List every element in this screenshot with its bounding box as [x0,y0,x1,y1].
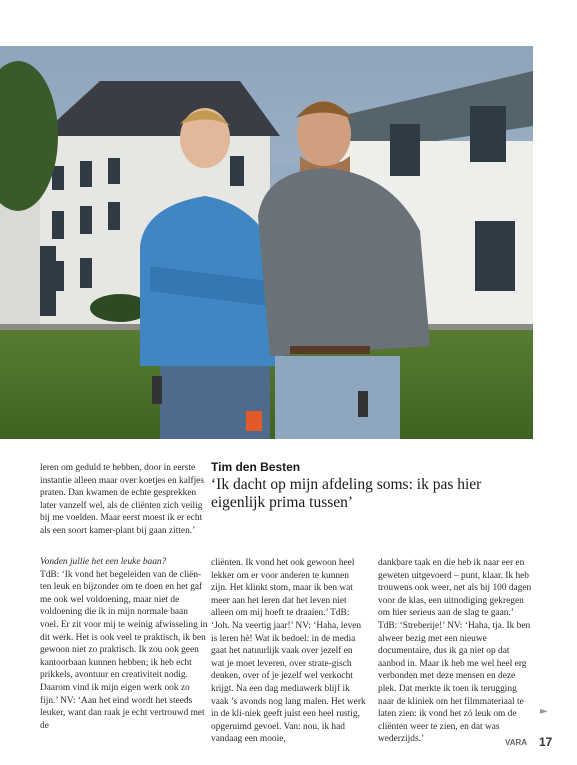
pullquote-headline: ‘Ik dacht op mijn afdeling soms: ik pas hier eigenlijk prima tussen’ [211,476,482,511]
column-1 [40,556,208,732]
interview-question: Vonden jullie het een leuke baan? [40,557,167,567]
page-number: 17 [539,735,553,749]
column-2 [211,557,366,746]
column-1-text: TdB: ‘Ik vond het begeleiden van de cliën-ten leuk en bijzonder om te doen en het gaf me ook wel voldoening, maar niet de voldoening die ik in mijn normale baan voel. Er zit voor mij te weinig afwisseling in dit werk. Het is ook veel te praktisch, ik ben gewoon niet zo praktisch. Ik zou ook geen kantoorbaan kunnen hebben; ik heb echt prikkels, avontuur en creativiteit nodig. Daarom vind ik mijn eigen werk ook zo fijn.’ NV: ‘Aan het eind wordt het steeds leuker, want dan raak je echt vertrouwd met de [40,569,208,731]
photo [0,46,533,439]
pullquote-name: Tim den Besten [211,460,301,474]
next-page-arrow-icon: ► [540,706,548,717]
intro-paragraph: leren om geduld te hebben, door in eerste instantie alleen maar over koetjes en kalfjes praten. Dan kwamen de echte gesprekken later vanzelf wel, als de cliënten zich veilig bij me voelden. Maar eerst moest ik er echt als een soort kamer-plant bij gaan zitten.’ [40,463,204,536]
column-2-text: cliënten. Ik vond het ook gewoon heel lekker om er voor anderen te kunnen zijn. Het klinkt stom, maar ik ben wat meer aan het leren dat het leven niet alleen om mij hoeft te draaien.’ TdB: ‘Joh. Na veertig jaar!’ NV: ‘Haha, leven is leren hè! Wat ik bedoel: in de media gaat het natuurlijk vaak over jezelf en wat je moet leveren, over strate-gisch denken, over of je jezelf wel verkocht krijgt. Na een dag mediawerk blijf ik vaak ’s avonds nog lang malen. Het werk in de kli-niek geeft juist een heel rustig, opgeruimd gevoel. Van: nou, ik had vandaag een mooie, [211,558,366,745]
photo-illustration [0,46,533,439]
intro-column [40,462,208,538]
magazine-logo: VARA [505,738,528,747]
column-3-text: dankbare taak en die heb ik naar eer en geweten uitgevoerd – punt, klaar. Ik heb trouwens ook weer, net als bij 100 dagen voor de klas, een uitnodiging gekregen om hier serieus aan de slag te gaan.’ TdB: ‘Streberije!’ NV: ‘Haha, tja. Ik ben alweer bezig met een nieuwe documentaire, dus ik ga niet op dat aanbod in. Maar ik heb me wel heel erg verbonden met deze mensen en deze plek. Dat merkte ik toen ik terugging naar de kliniek om het filmmateriaal te laten zien: ik vond het zó leuk om de cliënten weer te zien, en dat was wederzijds.’ [378,558,532,745]
column-3 [378,557,533,746]
